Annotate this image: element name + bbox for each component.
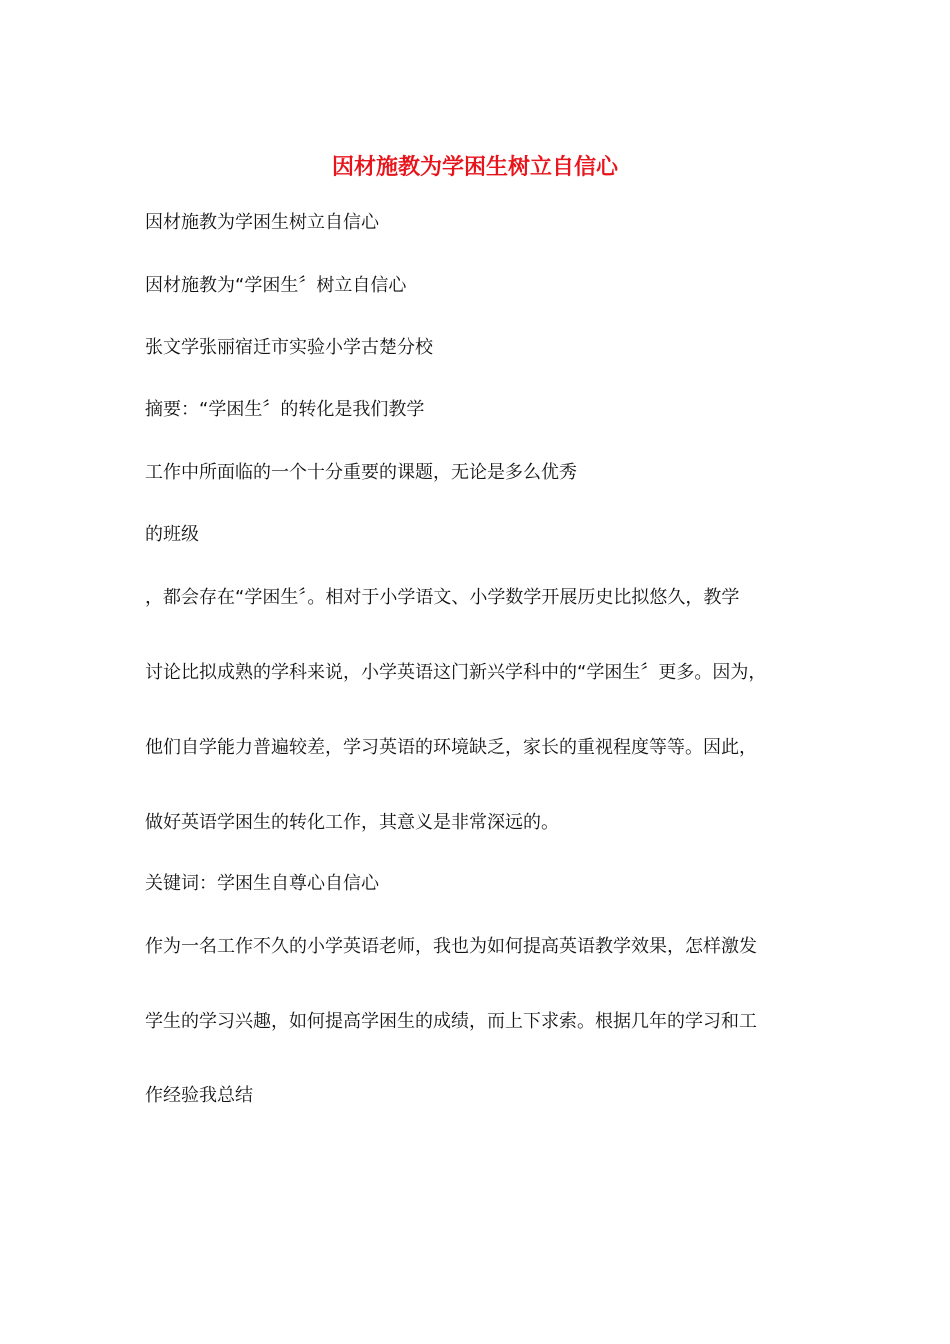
paragraph-line: 因材施教为“学困生〞树立自信心 [145,275,407,296]
keywords-line: 关键词：学困生自尊心自信心 [145,873,379,894]
paragraph-line: 作经验我总结 [145,1085,253,1106]
paragraph-line: 的班级 [145,524,199,545]
paragraph-line: 做好英语学困生的转化工作，其意义是非常深远的。 [145,812,559,833]
paragraph-line: ，都会存在“学困生〞。相对于小学语文、小学数学开展历史比拟悠久，教学 [145,587,740,608]
paragraph-line: 因材施教为学困生树立自信心 [145,212,379,233]
paragraph-line: 讨论比拟成熟的学科来说，小学英语这门新兴学科中的“学困生〞更多。因为， [145,662,767,683]
paragraph-line: 张文学张丽宿迁市实验小学古楚分校 [145,337,433,358]
paragraph-line: 作为一名工作不久的小学英语老师，我也为如何提高英语教学效果，怎样激发 [145,936,757,957]
paragraph-line: 摘要：“学困生〞的转化是我们教学 [145,399,425,420]
paragraph-line: 学生的学习兴趣，如何提高学困生的成绩，而上下求索。根据几年的学习和工 [145,1011,757,1032]
paragraph-line: 他们自学能力普遍较差，学习英语的环境缺乏，家长的重视程度等等。因此， [145,737,757,758]
paragraph-line: 工作中所面临的一个十分重要的课题，无论是多么优秀 [145,462,577,483]
document-title: 因材施教为学困生树立自信心 [331,155,618,180]
